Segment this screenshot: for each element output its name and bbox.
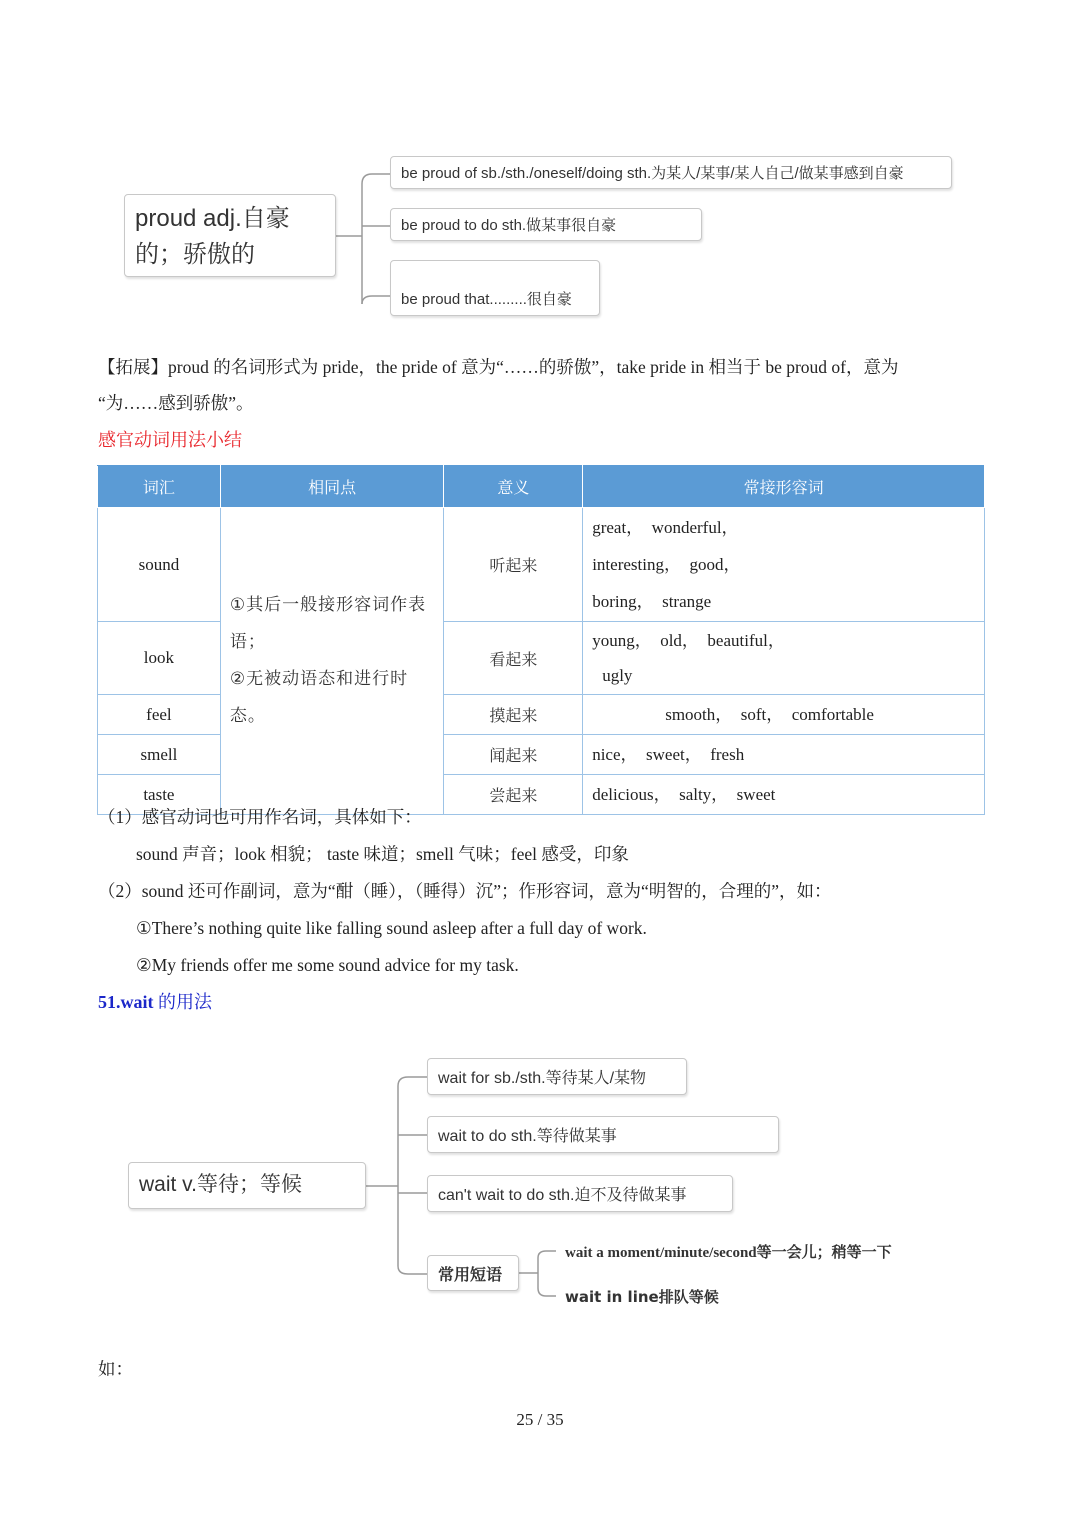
word-cell: look xyxy=(98,622,221,695)
proud-root-node: proud adj.自豪的；骄傲的 xyxy=(124,194,336,277)
adjectives-cell xyxy=(583,508,985,622)
wait-heading-number: 51.wait xyxy=(98,992,154,1012)
adjectives-cell xyxy=(583,775,985,815)
wait-item-2: wait to do sth.等待做某事 xyxy=(427,1116,779,1153)
common-point-2: ②无被动语态和进行时态。 xyxy=(229,669,409,726)
adjectives-cell xyxy=(583,622,985,695)
phrase-1-text: wait a moment/minute/second等一会儿；稍等一下 xyxy=(565,1245,892,1261)
meaning-cell: 听起来 xyxy=(444,508,583,622)
note-1-detail: sound 声音；look 相貌； taste 味道；smell 气味；feel 感受，印象 xyxy=(136,844,629,864)
adj-line: interesting， good， xyxy=(592,555,741,574)
word-cell: sound xyxy=(98,508,221,622)
adj-line: young， old， beautiful， xyxy=(592,631,785,650)
adj-line: delicious， salty， sweet xyxy=(592,785,776,804)
meaning-cell: 尝起来 xyxy=(444,775,583,815)
expand-line-1: 【拓展】proud 的名词形式为 pride，the pride of 意为“……的骄傲”，take pride in 相当于 be proud of，意为 xyxy=(98,357,899,377)
wait-heading-text: 的用法 xyxy=(153,992,212,1012)
common-points-cell xyxy=(220,508,444,815)
common-point-1: ①其后一般接形容词作表语； xyxy=(229,595,427,652)
adj-line: nice， sweet， fresh xyxy=(592,745,745,764)
table-row xyxy=(98,508,985,622)
adj-line: great， wonderful， xyxy=(592,518,739,537)
word-cell: feel xyxy=(98,695,221,735)
wait-item-1: wait for sb./sth.等待某人/某物 xyxy=(427,1058,687,1095)
example-1: ①There’s nothing quite like falling sound asleep after a full day of work. xyxy=(136,918,647,938)
phrases-label-node: 常用短语 xyxy=(427,1255,519,1291)
meaning-cell: 摸起来 xyxy=(444,695,583,735)
wait-heading xyxy=(98,989,212,1015)
header-word: 词汇 xyxy=(98,466,221,508)
sense-verbs-table xyxy=(97,465,985,815)
meaning-cell: 看起来 xyxy=(444,622,583,695)
header-meaning: 意义 xyxy=(444,466,583,508)
header-common: 相同点 xyxy=(220,466,444,508)
header-adjectives: 常接形容词 xyxy=(583,466,985,508)
note-2: （2）sound 还可作副词，意为“酣（睡），（睡得）沉”；作形容词，意为“明智的，合理的”，如： xyxy=(98,881,832,901)
wait-root-node: wait v.等待；等候 xyxy=(128,1162,366,1209)
page-number: 25 / 35 xyxy=(516,1410,564,1429)
sense-verbs-heading: 感官动词用法小结 xyxy=(98,430,242,451)
phrase-1 xyxy=(565,1241,892,1262)
note-1: （1）感官动词也可用作名词，具体如下： xyxy=(98,807,422,827)
word-cell: taste xyxy=(98,775,221,815)
meaning-cell: 闻起来 xyxy=(444,735,583,775)
adj-line: smooth， soft， comfortable xyxy=(665,705,874,724)
adjectives-cell xyxy=(583,695,985,735)
expand-line-2: “为……感到骄傲”。 xyxy=(98,393,254,413)
adj-line: boring， strange xyxy=(592,592,712,611)
proud-item-3: be proud that.........很自豪 xyxy=(390,260,600,316)
example-2: ②My friends offer me some sound advice for my task. xyxy=(136,955,519,975)
table-header-row xyxy=(98,466,985,508)
word-cell: smell xyxy=(98,735,221,775)
adj-line: ugly xyxy=(602,666,633,685)
phrase-2: wait in line排队等候 xyxy=(565,1288,719,1306)
example-label: 如： xyxy=(98,1359,133,1379)
adjectives-cell xyxy=(583,735,985,775)
proud-item-2: be proud to do sth.做某事很自豪 xyxy=(390,208,702,241)
proud-item-1: be proud of sb./sth./oneself/doing sth.为某人/某事/某人自己/做某事感到自豪 xyxy=(390,156,952,189)
wait-item-3: can't wait to do sth.迫不及待做某事 xyxy=(427,1175,733,1212)
